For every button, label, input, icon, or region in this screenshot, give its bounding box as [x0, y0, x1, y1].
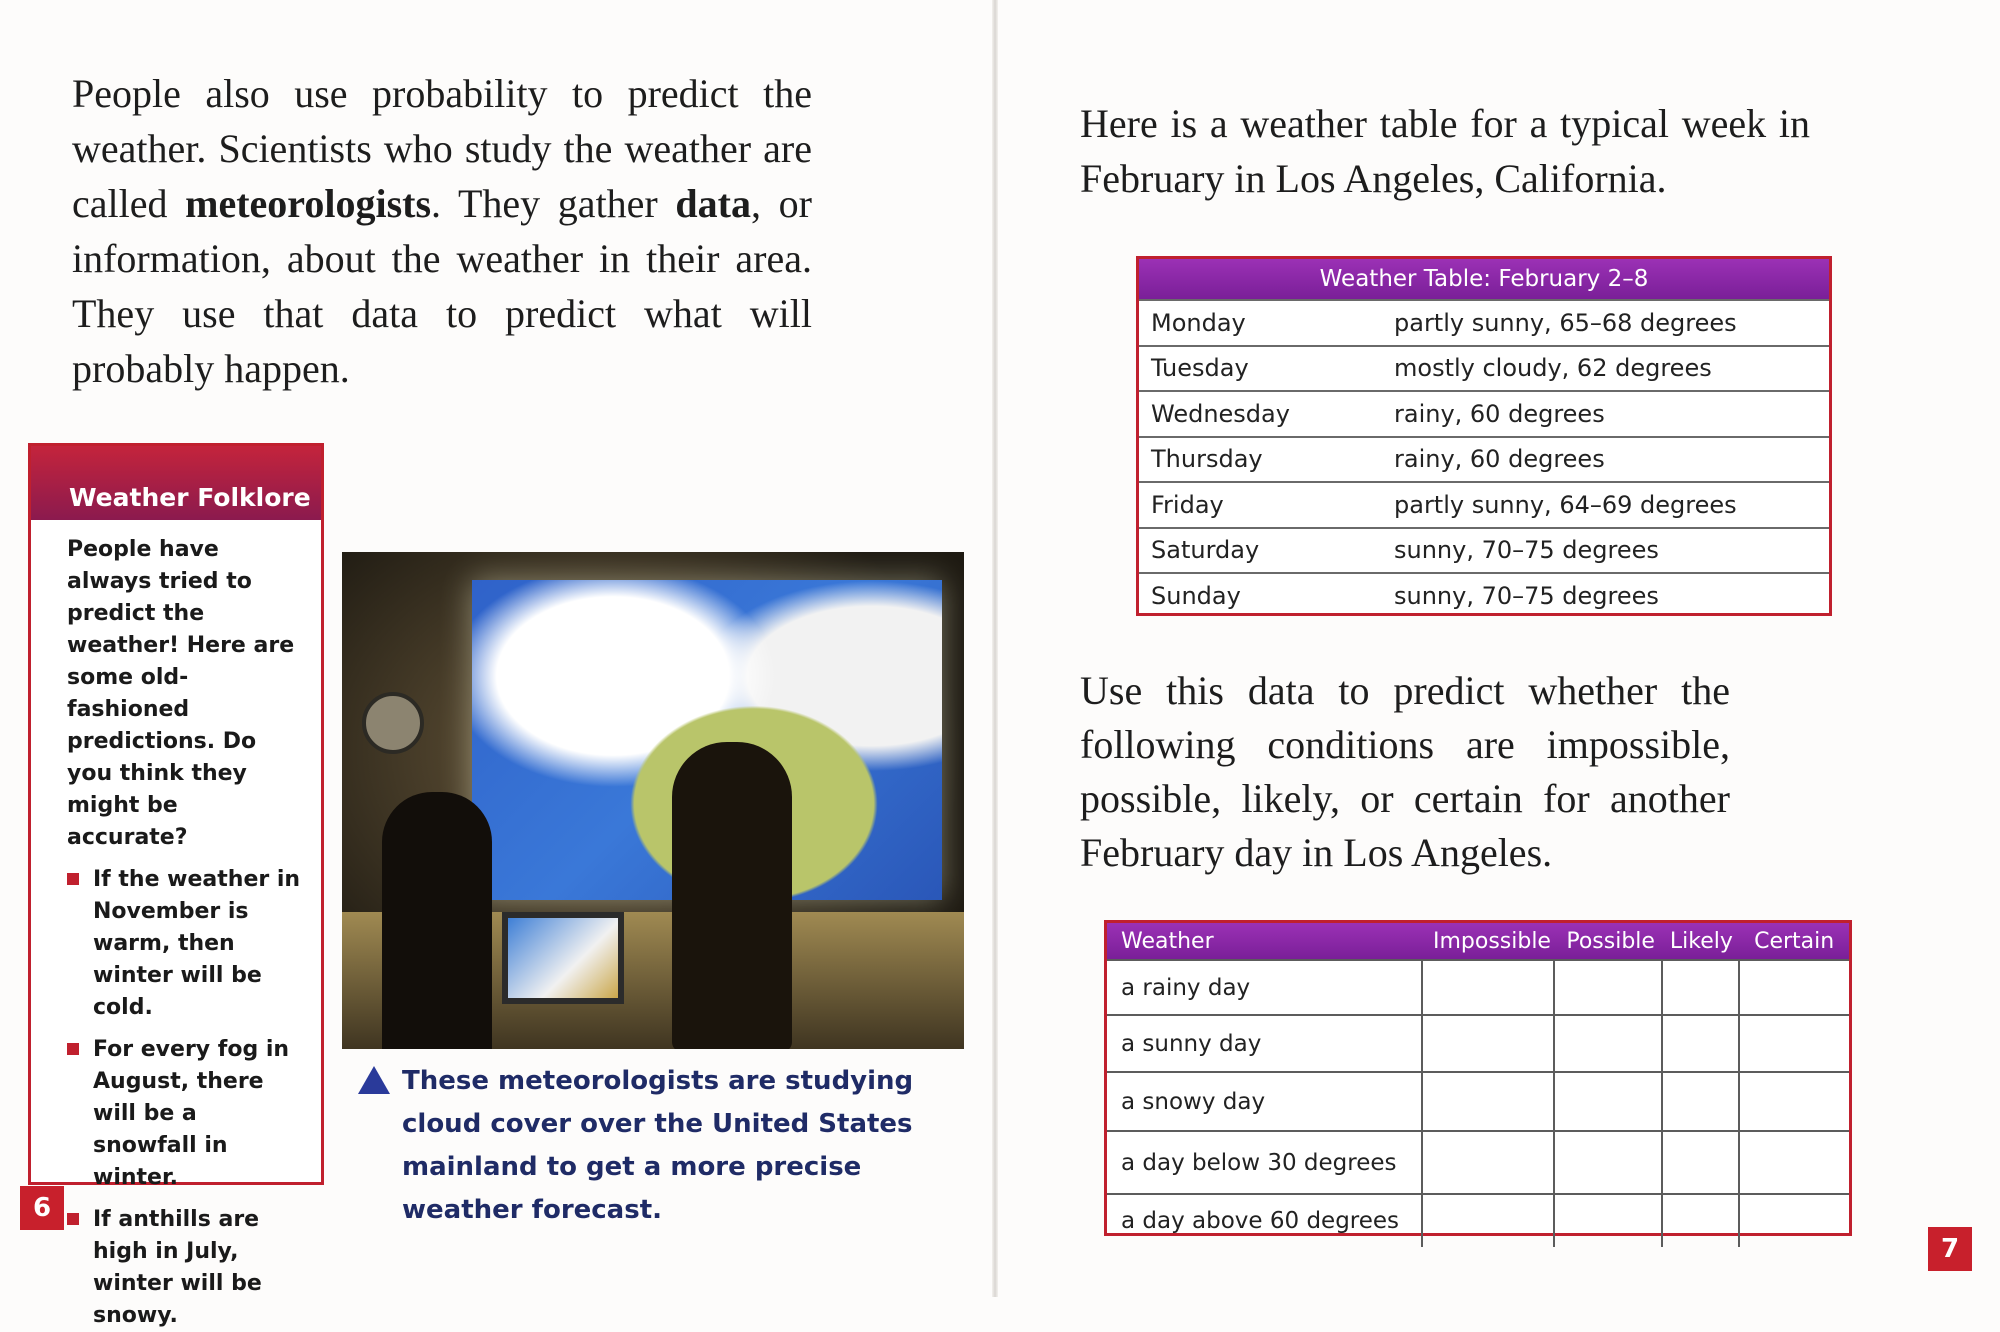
- term-meteorologists: meteorologists: [185, 181, 432, 226]
- meteorologists-photo: [342, 552, 964, 1049]
- answer-cell: [1423, 1073, 1556, 1130]
- computer-monitor: [502, 912, 624, 1004]
- standing-meteorologist: [672, 742, 792, 1049]
- table-row: Sunday sunny, 70–75 degrees: [1139, 572, 1829, 618]
- answer-cell: [1423, 1132, 1556, 1193]
- table-row: Thursday rainy, 60 degrees: [1139, 436, 1829, 482]
- folklore-intro: People have always tried to predict the weather! Here are some old-fashioned predictions. Do you think they might be accurate?: [67, 537, 295, 850]
- bullet-square-icon: [67, 1213, 79, 1225]
- table-row: a day above 60 degrees: [1107, 1193, 1849, 1247]
- table-row: Saturday sunny, 70–75 degrees: [1139, 527, 1829, 573]
- intro-paragraph: [72, 66, 812, 396]
- answer-cell: [1555, 1195, 1662, 1247]
- answer-cell: [1740, 1073, 1849, 1130]
- prediction-table-header: [1107, 923, 1849, 959]
- table-row: a sunny day: [1107, 1014, 1849, 1071]
- answer-cell: [1663, 1073, 1740, 1130]
- table-row: a snowy day: [1107, 1071, 1849, 1130]
- answer-cell: [1740, 961, 1849, 1014]
- answer-cell: [1555, 1132, 1662, 1193]
- folklore-body: [31, 520, 321, 1332]
- wall-clock: [362, 692, 424, 754]
- prediction-instructions: Use this data to predict whether the following conditions are impossible, possible, likely, or certain for another February day in Los Angeles.: [1080, 668, 1730, 875]
- header-weather: Weather: [1121, 928, 1214, 954]
- answer-cell: [1555, 1073, 1662, 1130]
- weather-table-title: Weather Table: February 2–8: [1139, 259, 1829, 299]
- table-row: Tuesday mostly cloudy, 62 degrees: [1139, 345, 1829, 391]
- answer-cell: [1740, 1195, 1849, 1247]
- term-data: data: [675, 181, 751, 226]
- answer-cell: [1740, 1132, 1849, 1193]
- answer-cell: [1423, 961, 1556, 1014]
- answer-cell: [1663, 961, 1740, 1014]
- table-intro-paragraph: Here is a weather table for a typical week in February in Los Angeles, California.: [1080, 101, 1810, 201]
- folklore-list: [67, 864, 305, 1332]
- answer-cell: [1663, 1132, 1740, 1193]
- page-number-left: 6: [20, 1186, 64, 1230]
- table-row: Wednesday rainy, 60 degrees: [1139, 390, 1829, 436]
- intro-text-1: People also use probability to predict the weather. Scientists who study the weather are called: [72, 71, 812, 226]
- bullet-square-icon: [67, 1043, 79, 1055]
- answer-cell: [1555, 961, 1662, 1014]
- folklore-item: For every fog in August, there will be a snowfall in winter.: [67, 1034, 305, 1194]
- bullet-square-icon: [67, 873, 79, 885]
- header-impossible: Impossible: [1432, 928, 1551, 954]
- left-page: [0, 0, 995, 1328]
- folklore-title: Weather Folklore: [31, 446, 321, 520]
- seated-meteorologist: [382, 792, 492, 1049]
- folklore-item: If anthills are high in July, winter will be snowy.: [67, 1204, 305, 1332]
- answer-cell: [1740, 1016, 1849, 1071]
- weather-table: [1136, 256, 1832, 616]
- table-row: Friday partly sunny, 64–69 degrees: [1139, 481, 1829, 527]
- answer-cell: [1423, 1195, 1556, 1247]
- folklore-item: If the weather in November is warm, then winter will be cold.: [67, 864, 305, 1024]
- table-row: Monday partly sunny, 65–68 degrees: [1139, 299, 1829, 345]
- answer-cell: [1663, 1195, 1740, 1247]
- weather-folklore-box: [28, 443, 324, 1328]
- table-row: a day below 30 degrees: [1107, 1130, 1849, 1193]
- header-certain: Certain: [1754, 928, 1835, 954]
- page-number-right: 7: [1928, 1227, 1972, 1271]
- answer-cell: [1555, 1016, 1662, 1071]
- prediction-table: [1104, 920, 1852, 1236]
- caption-triangle-icon: [358, 1066, 390, 1094]
- header-likely: Likely: [1669, 928, 1733, 954]
- table-row: a rainy day: [1107, 959, 1849, 1014]
- photo-caption: These meteorologists are studying cloud cover over the United States mainland to get a more precise weather forecast.: [358, 1060, 918, 1232]
- right-page: [998, 0, 2000, 1297]
- intro-text-2: . They gather: [431, 181, 676, 226]
- intro-text-3: , or information, about the weather in their area. They use that data to predict what will probably happen.: [72, 181, 812, 391]
- answer-cell: [1423, 1016, 1556, 1071]
- answer-cell: [1663, 1016, 1740, 1071]
- header-possible: Possible: [1566, 928, 1655, 954]
